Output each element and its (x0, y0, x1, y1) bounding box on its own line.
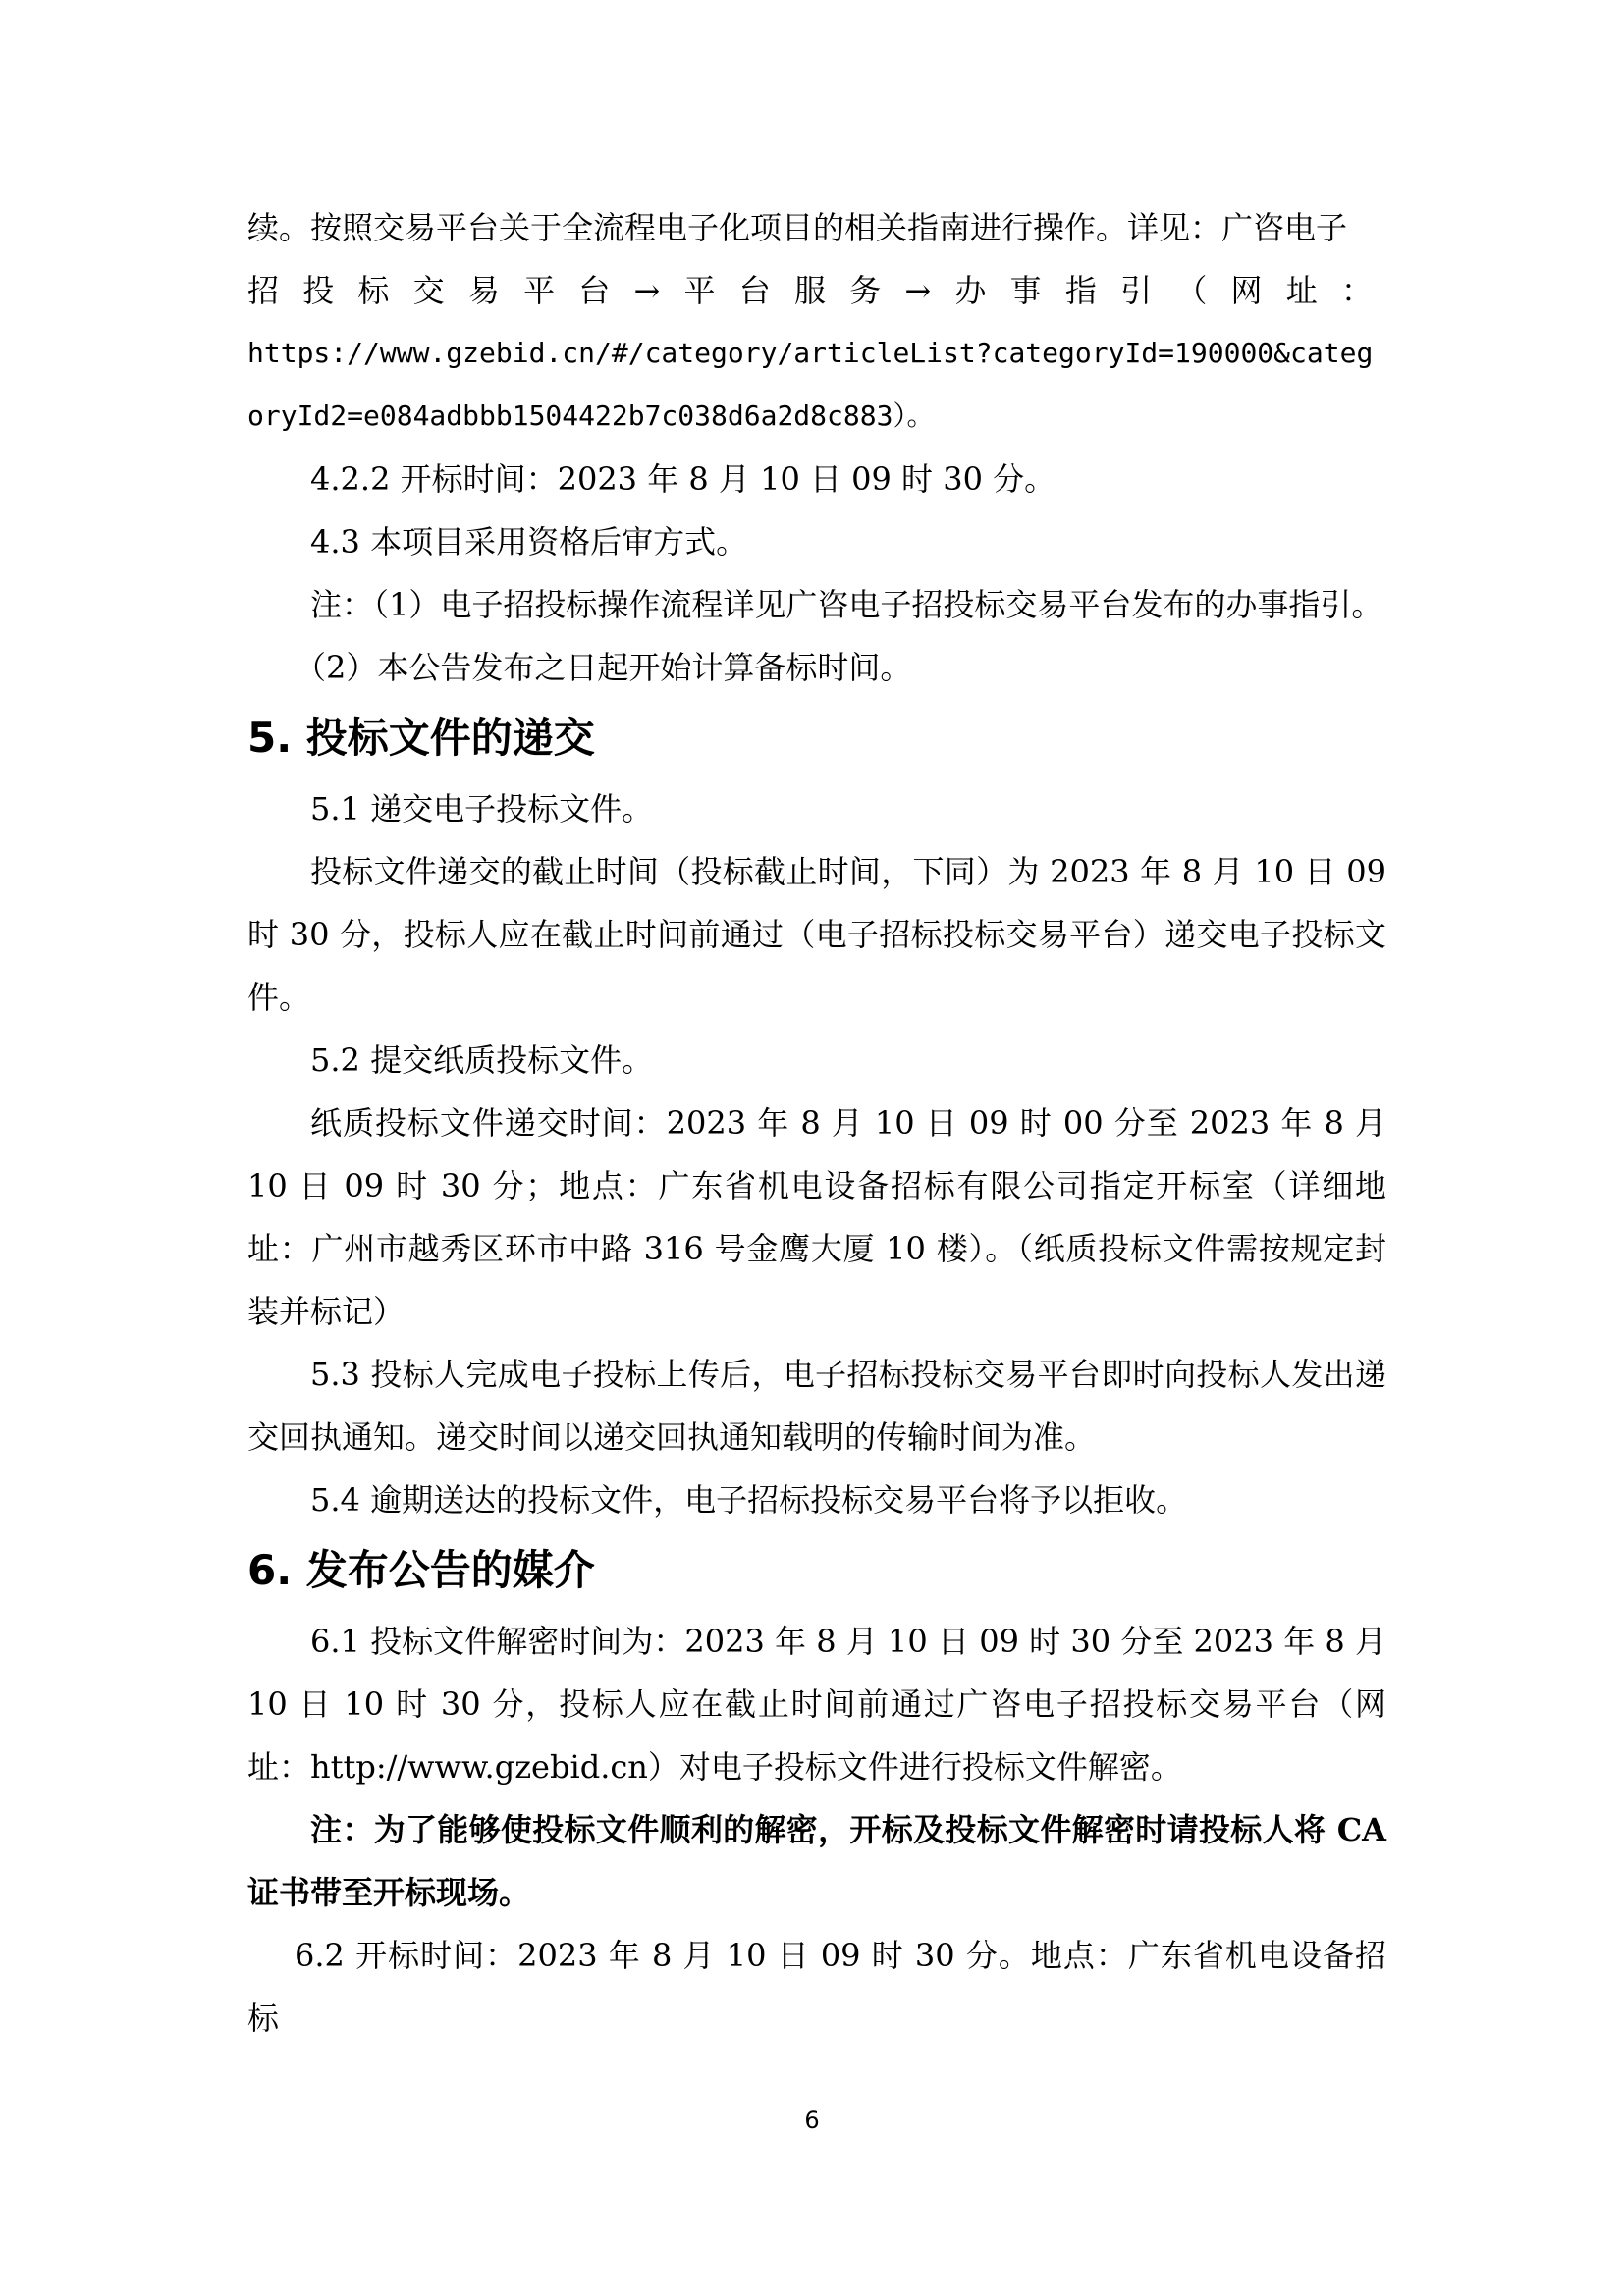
paragraph-5-2: 5.2 提交纸质投标文件。 (310, 1041, 654, 1079)
paragraph-4-3: 4.3 本项目采用资格后审方式。 (310, 523, 748, 561)
platform-guide-url: https://www.gzebid.cn/#/category/articleList?categoryId=190000&categoryId2=e084adbbb1504422b7c038d6a2d8c883）。 (247, 337, 1374, 432)
paragraph-6-1: 6.1 投标文件解密时间为：2023 年 8 月 10 日 09 时 30 分至 2023 年 8 月 10 日 10 时 30 分，投标人应在截止时间前通过广咨电子招投标交易平台（网址：http://www.gzebid.cn）对电子投标文件进行投标文件解密。 (247, 1623, 1386, 1786)
paragraph-5-2-body: 纸质投标文件递交时间：2023 年 8 月 10 日 09 时 00 分至 2023 年 8 月 10 日 09 时 30 分；地点：广东省机电设备招标有限公司指定开标室（详细地址：广州市越秀区环市中路 316 号金鹰大厦 10 楼）。（纸质投标文件需按规定封装并标记） (247, 1104, 1386, 1330)
paragraph-note-ca-certificate: 注：为了能够使投标文件顺利的解密，开标及投标文件解密时请投标人将 CA 证书带至开标现场。 (247, 1811, 1386, 1911)
paragraph-note-2: （2）本公告发布之日起开始计算备标时间。 (295, 649, 912, 686)
page-body (247, 196, 1386, 2050)
paragraph-continuation-line1: 续。按照交易平台关于全流程电子化项目的相关指南进行操作。详见：广咨电子 (247, 209, 1348, 246)
paragraph-continuation-line2: 招投标交易平台→平台服务→办事指引（网址： (247, 272, 1386, 309)
paragraph-5-1-body: 投标文件递交的截止时间（投标截止时间，下同）为 2023 年 8 月 10 日 09 时 30 分，投标人应在截止时间前通过（电子招标投标交易平台）递交电子投标文件。 (247, 853, 1386, 1016)
paragraph-5-3: 5.3 投标人完成电子投标上传后，电子招标投标交易平台即时向投标人发出递交回执通知。递交时间以递交回执通知载明的传输时间为准。 (247, 1356, 1386, 1456)
page-number: 6 (804, 2107, 820, 2134)
paragraph-5-1: 5.1 递交电子投标文件。 (310, 790, 654, 828)
section-6-heading: 6. 发布公告的媒介 (247, 1546, 595, 1594)
section-5-heading: 5. 投标文件的递交 (247, 714, 595, 762)
paragraph-note-1: 注：（1）电子招投标操作流程详见广咨电子招投标交易平台发布的办事指引。 (310, 586, 1383, 623)
paragraph-5-4: 5.4 逾期送达的投标文件，电子招标投标交易平台将予以拒收。 (310, 1481, 1188, 1519)
paragraph-4-2-2: 4.2.2 开标时间：2023 年 8 月 10 日 09 时 30 分。 (310, 460, 1056, 498)
paragraph-6-2: 6.2 开标时间：2023 年 8 月 10 日 09 时 30 分。地点：广东省机电设备招标 (247, 1937, 1386, 2037)
